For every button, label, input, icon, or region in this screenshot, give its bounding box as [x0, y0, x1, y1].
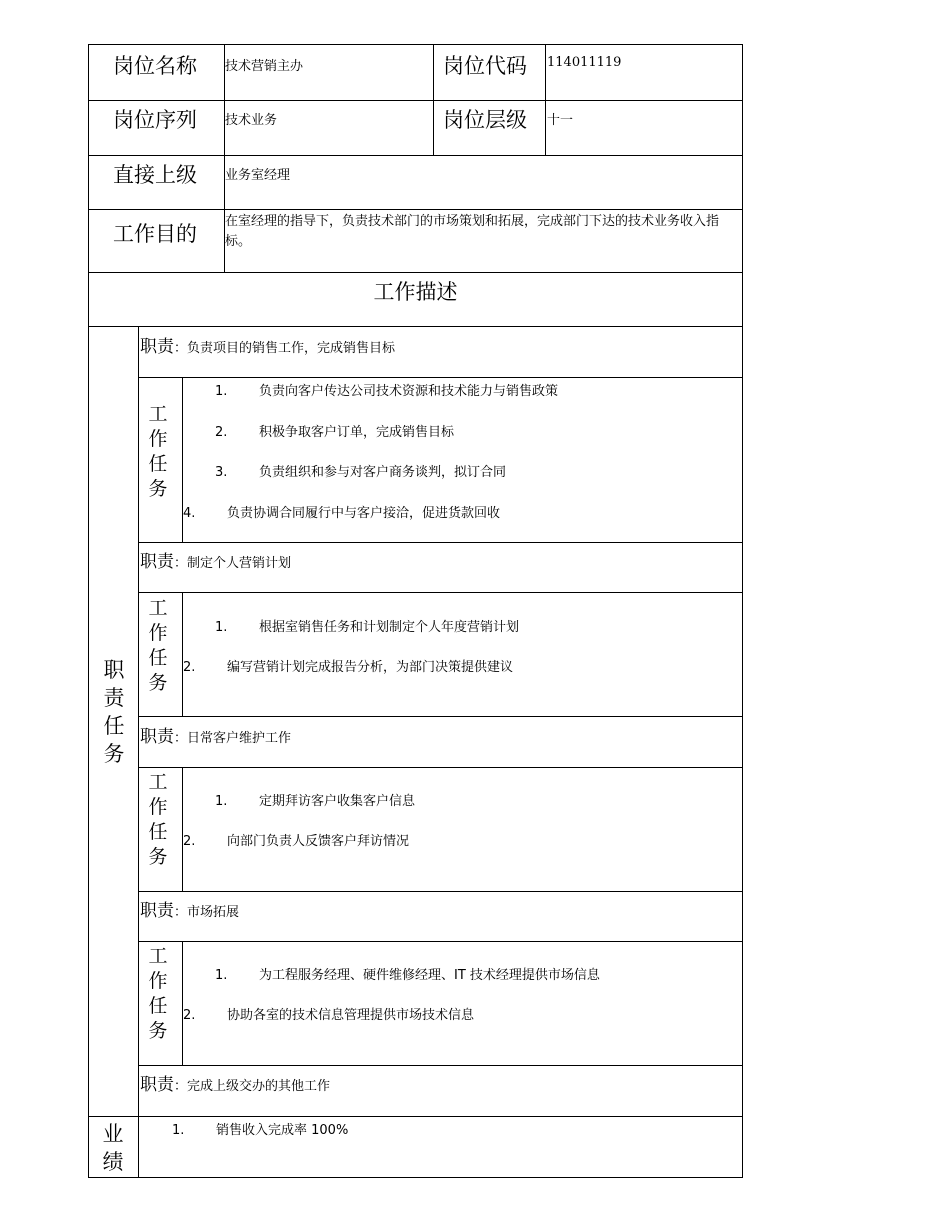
task-item: 2. 编写营销计划完成报告分析，为部门决策提供建议	[183, 660, 514, 675]
level-value: 十一	[547, 113, 574, 128]
duty-title: 职责：制定个人营销计划	[140, 552, 292, 572]
supervisor-value: 业务室经理	[225, 168, 291, 183]
task-label: 工 作 任 务	[148, 771, 168, 868]
series-label: 岗位序列	[113, 108, 197, 132]
supervisor-label: 直接上级	[113, 163, 197, 187]
duty-title: 职责：完成上级交办的其他工作	[140, 1075, 331, 1095]
task-item: 1. 根据室销售任务和计划制定个人年度营销计划	[215, 620, 520, 635]
task-label: 工 作 任 务	[148, 597, 168, 694]
duty-title: 职责：日常客户维护工作	[140, 727, 292, 747]
position-code-value: 114011119	[547, 55, 622, 70]
level-label: 岗位层级	[443, 108, 527, 132]
task-item: 4. 负责协调合同履行中与客户接洽，促进货款回收	[183, 506, 501, 521]
objective-value: 在室经理的指导下，负责技术部门的市场策划和拓展，完成部门下达的技术业务收入指标。	[225, 214, 720, 249]
position-name-value: 技术营销主办	[225, 59, 304, 74]
task-item: 1. 定期拜访客户收集客户信息	[215, 794, 416, 809]
task-item: 3. 负责组织和参与对客户商务谈判，拟订合同	[215, 465, 507, 480]
task-item: 1. 负责向客户传达公司技术资源和技术能力与销售政策	[215, 384, 559, 399]
task-item: 2. 积极争取客户订单，完成销售目标	[215, 425, 455, 440]
section-title: 工作描述	[373, 280, 458, 304]
task-item: 1. 为工程服务经理、硬件维修经理、IT 技术经理提供市场信息	[215, 968, 600, 983]
position-name-label: 岗位名称	[113, 54, 197, 78]
position-code-label: 岗位代码	[443, 54, 527, 78]
task-label: 工 作 任 务	[148, 403, 168, 500]
task-item: 2. 向部门负责人反馈客户拜访情况	[183, 834, 410, 849]
performance-label: 业 绩	[102, 1122, 124, 1174]
objective-label: 工作目的	[113, 222, 197, 246]
duty-title: 职责：负责项目的销售工作，完成销售目标	[140, 337, 396, 357]
task-item: 2. 协助各室的技术信息管理提供市场技术信息	[183, 1008, 475, 1023]
duty-title: 职责：市场拓展	[140, 901, 240, 921]
performance-item: 1. 销售收入完成率 100%	[172, 1123, 349, 1138]
duties-side-label: 职 责 任 务	[103, 658, 125, 766]
series-value: 技术业务	[225, 113, 278, 128]
task-label: 工 作 任 务	[148, 945, 168, 1042]
